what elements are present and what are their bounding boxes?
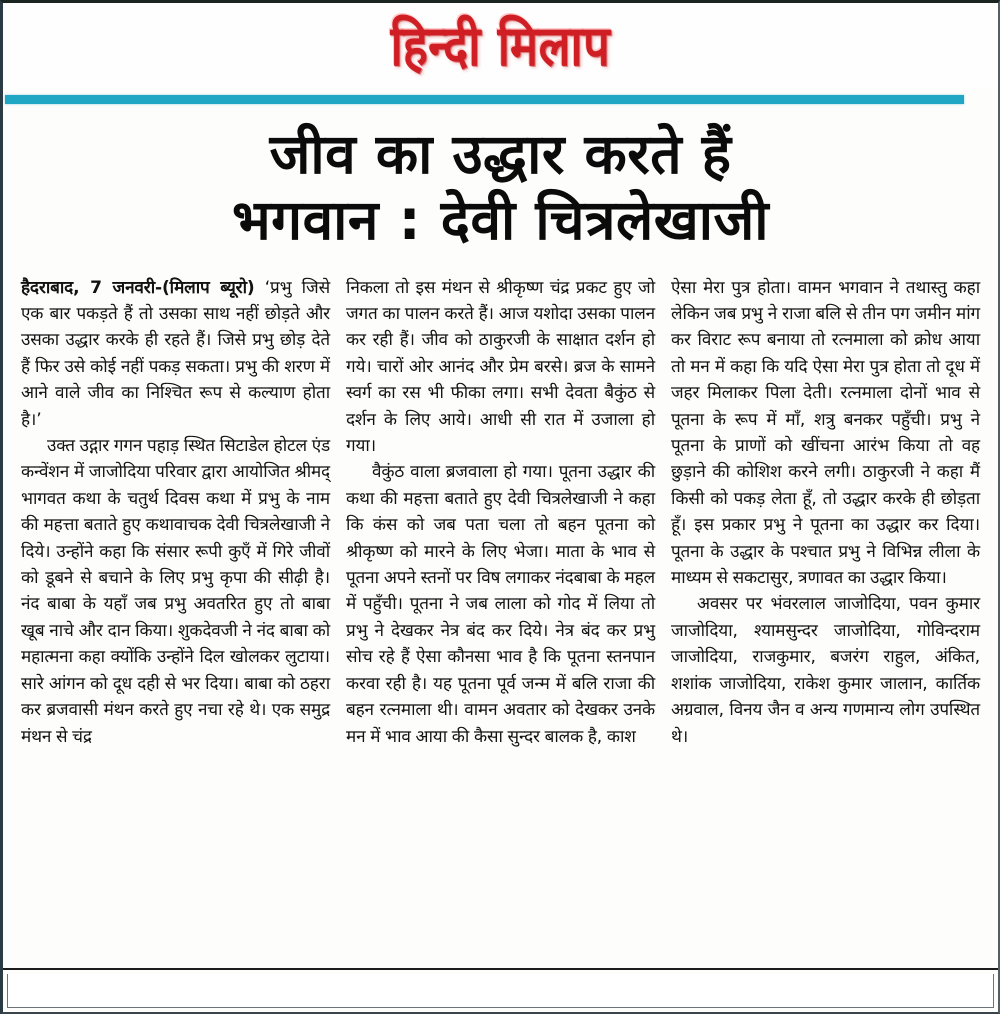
masthead-title: हिन्दी मिलाप xyxy=(390,13,611,79)
masthead xyxy=(3,3,998,89)
dateline: हैदराबाद, 7 जनवरी-(मिलाप ब्यूरो) xyxy=(21,277,255,298)
paragraph: उक्त उद्गार गगन पहाड़ स्थित सिटाडेल होटल एंड कन्वेंशन में जाजोदिया परिवार द्वारा आयोजित श्रीमद् भागवत कथा के चतुर्थ दिवस कथा में प्रभु के नाम की महत्ता बताते हुए कथावाचक देवी चित्रलेखाजी ने दिये। उन्होंने कहा कि संसार रूपी कुएँ में गिरे जीवों को डूबने से बचाने के लिए प्रभु कृपा की सीढ़ी है। नंद बाबा के यहाँ जब प्रभु अवतरित हुए तो बाबा खूब नाचे और दान किया। शुकदेवजी ने नंद बाबा को महात्मना कहा क्योंकि उन्होंने दिल खोलकर लुटाया। सारे आंगन को दूध दही से भर दिया। बाबा को ठहरा कर ब्रजवासी मंथन करते हुए नचा रहे थे। एक समुद्र मंथन से चंद्र xyxy=(21,436,330,747)
bottom-blank-strip xyxy=(7,974,994,1008)
paragraph: ऐसा मेरा पुत्र होता। वामन भगवान ने तथास्तु कहा लेकिन जब प्रभु ने राजा बलि से तीन पग जमीन मांग कर विराट रूप बनाया तो रत्नमाला को क्रोध आया तो मन में कहा कि यदि ऐसा मेरा पुत्र होता तो दूध में जहर मिलाकर पिला देती। रत्नमाला दोनों भाव से पूतना के रूप में माँ, शत्रु बनकर पहुँची। प्रभु ने पूतना के प्राणों को खींचना आरंभ किया तो वह छुड़ाने की कोशिश करने लगी। ठाकुरजी ने कहा मैं किसी को पकड़ लेता हूँ, तो उद्धार करके ही छोड़ता हूँ। इस प्रकार प्रभु ने पूतना का उद्धार कर दिया। पूतना के उद्धार के पश्चात प्रभु ने विभिन्न लीला के माध्यम से सकटासुर, त्रणावत का उद्धार किया। xyxy=(671,277,980,589)
paragraph-text: ‘प्रभु जिसे एक बार पकड़ते हैं तो उसका साथ नहीं छोड़ते और उसका उद्धार करके ही रहते हैं। जिसे प्रभु छोड़ देते हैं फिर उसे कोई नहीं पकड़ सकता। प्रभु की शरण में आने वाले जीव का निश्चित रूप से कल्याण होता है।’ xyxy=(21,277,330,430)
article-headline xyxy=(3,109,998,259)
masthead-rule-container xyxy=(3,89,998,109)
article-body xyxy=(3,259,998,893)
masthead-divider-rule xyxy=(5,95,964,104)
headline-line-2: भगवान : देवी चित्रलेखाजी xyxy=(231,187,770,252)
bottom-divider-rule xyxy=(3,968,998,970)
paragraph: निकला तो इस मंथन से श्रीकृष्ण चंद्र प्रकट हुए जो जगत का पालन करते हैं। आज यशोदा उसका पालन कर रही हैं। जीव को ठाकुरजी के साक्षात दर्शन हो गये। चारों ओर आनंद और प्रेम बरसे। ब्रज के सामने स्वर्ग का रस भी फीका लगा। सभी देवता बैकुंठ से दर्शन के लिए आये। आधी सी रात में उजाला हो गया। xyxy=(346,277,655,457)
article-column-2 xyxy=(346,275,655,893)
article-column-1 xyxy=(21,275,330,893)
headline-line-1: जीव का उद्धार करते हैं xyxy=(269,122,732,186)
article-column-3 xyxy=(671,275,980,893)
paragraph: वैकुंठ वाला ब्रजवाला हो गया। पूतना उद्धार की कथा की महत्ता बताते हुए देवी चित्रलेखाजी ने कहा कि कंस को जब पता चला तो बहन पूतना को श्रीकृष्ण को मारने के लिए भेजा। माता के भाव से पूतना अपने स्तनों पर विष लगाकर नंदबाबा के महल में पहुँची। पूतना ने जब लाला को गोद में लिया तो प्रभु ने देखकर नेत्र बंद कर दिये। नेत्र बंद कर प्रभु सोच रहे हैं ऐसा कौनसा भाव है कि पूतना स्तनपान करवा रही है। यह पूतना पूर्व जन्म में बलि राजा की बहन रत्नमाला थी। वामन अवतार को देखकर उनके मन में भाव आया की कैसा सुन्दर बालक है, काश xyxy=(346,462,655,747)
paragraph xyxy=(21,275,330,433)
paragraph: अवसर पर भंवरलाल जाजोदिया, पवन कुमार जाजोदिया, श्यामसुन्दर जाजोदिया, गोविन्दराम जाजोदिया, राजकुमार, बजरंग राहुल, अंकित, शशांक जाजोदिया, राकेश कुमार जालान, कार्तिक अग्रवाल, विनय जैन व अन्य गणमान्य लोग उपस्थित थे। xyxy=(671,594,980,747)
